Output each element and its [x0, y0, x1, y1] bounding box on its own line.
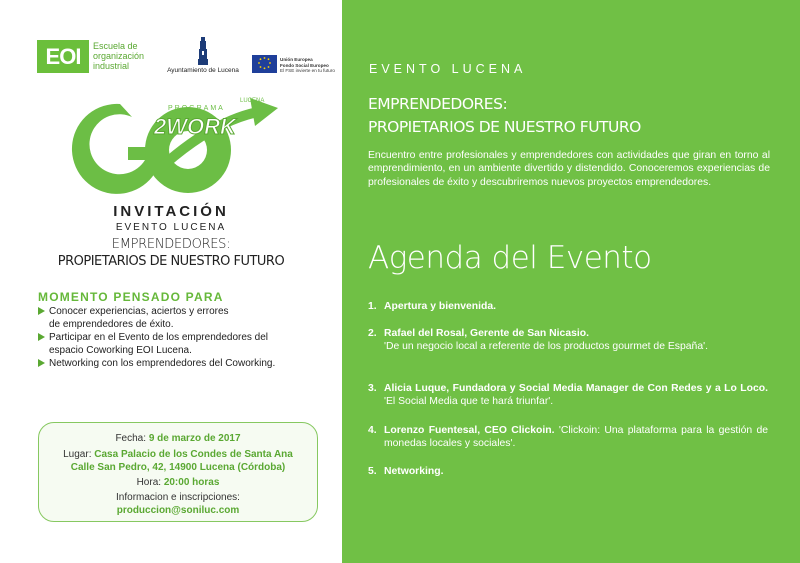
agenda-item: 3. Alicia Luque, Fundadora y Social Media Manager de Con Redes y a Lo Loco. 'El Social Media que te hará triunfar'. — [368, 383, 768, 408]
event-title: EVENTO LUCENA — [369, 62, 527, 76]
ayuntamiento-label: Ayuntamiento de Lucena — [167, 67, 239, 74]
twowork-label: 2WORK — [154, 114, 236, 139]
eu-flag-icon — [252, 55, 277, 73]
agenda-item: 1. Apertura y bienvenida. — [368, 301, 497, 312]
invitation-event: EVENTO LUCENA — [115, 222, 227, 233]
tower-icon — [196, 37, 210, 65]
eu-logo — [252, 55, 337, 77]
heading-line2: PROPIETARIOS DE NUESTRO FUTURO — [368, 118, 641, 136]
momento-list — [38, 305, 338, 370]
eoi-logo-box: EOI — [37, 40, 89, 73]
left-panel — [0, 0, 342, 563]
agenda-title: Agenda del Evento — [368, 240, 652, 276]
lugar-value: Casa Palacio de los Condes de Santa Ana — [94, 449, 293, 460]
hora-value: 20:00 horas — [163, 477, 220, 488]
momento-item: Participar en el Evento de los emprendedores del espacio Coworking EOI Lucena. — [38, 331, 338, 357]
momento-title: MOMENTO PENSADO PARA — [38, 290, 224, 304]
fecha-value: 9 de marzo de 2017 — [148, 433, 241, 444]
agenda-item: 5. Networking. — [368, 466, 444, 477]
invitation-heading-line2: PROPIETARIOS DE NUESTRO FUTURO — [57, 254, 285, 269]
event-info-box — [38, 422, 318, 522]
lucena-label: LUCENA — [240, 98, 265, 104]
eoi-logo-text: Escuela de organización industrial — [93, 41, 145, 71]
invitation-title: INVITACIÓN — [113, 203, 229, 220]
heading-line1: EMPRENDEDORES: — [368, 95, 508, 113]
program-label: PROGRAMA — [168, 105, 225, 112]
email-link[interactable]: produccion@soniluc.com — [116, 505, 240, 516]
triangle-bullet-icon — [38, 333, 45, 341]
agenda-item: 2. Rafael del Rosal, Gerente de San Nicasio. 'De un negocio local a referente de los productos gourmet de España'. — [368, 328, 708, 353]
invitation-heading-line1: EMPRENDEDORES: — [111, 237, 231, 252]
momento-item: Networking con los emprendedores del Coworking. — [38, 357, 338, 370]
fecha-line: Fecha: 9 de marzo de 2017 — [115, 433, 241, 444]
agenda-item: 4. Lorenzo Fuentesal, CEO Clickoin. 'Clickoin: Una plataforma para la gestión de monedas locales y sociales'. — [368, 425, 768, 450]
lugar-line: Lugar: Casa Palacio de los Condes de Santa Ana — [63, 449, 293, 460]
inscripciones-label: Informacion e inscripciones: — [116, 492, 240, 503]
right-panel — [342, 0, 800, 563]
event-description: Encuentro entre profesionales y emprendedores con actividades que giran en torno al emprendimiento, en un ambiente divertido y distendido. Conoceremos experiencias de profesionales de éxito y descubriremos nuevos proyectos emprendedores. — [368, 150, 770, 188]
momento-item: Conocer experiencias, aciertos y errores de emprendedores de éxito. — [38, 305, 338, 331]
go-2work-logo — [60, 92, 290, 202]
address-line: Calle San Pedro, 42, 14900 Lucena (Córdoba) — [70, 462, 286, 473]
hora-line: Hora: 20:00 horas — [136, 477, 220, 488]
eu-text: Unión Europea Fondo Social Europeo El FSE invierte en tu futuro — [280, 57, 335, 73]
triangle-bullet-icon — [38, 359, 45, 367]
ayuntamiento-logo — [163, 37, 243, 77]
triangle-bullet-icon — [38, 307, 45, 315]
eoi-logo — [37, 40, 155, 80]
